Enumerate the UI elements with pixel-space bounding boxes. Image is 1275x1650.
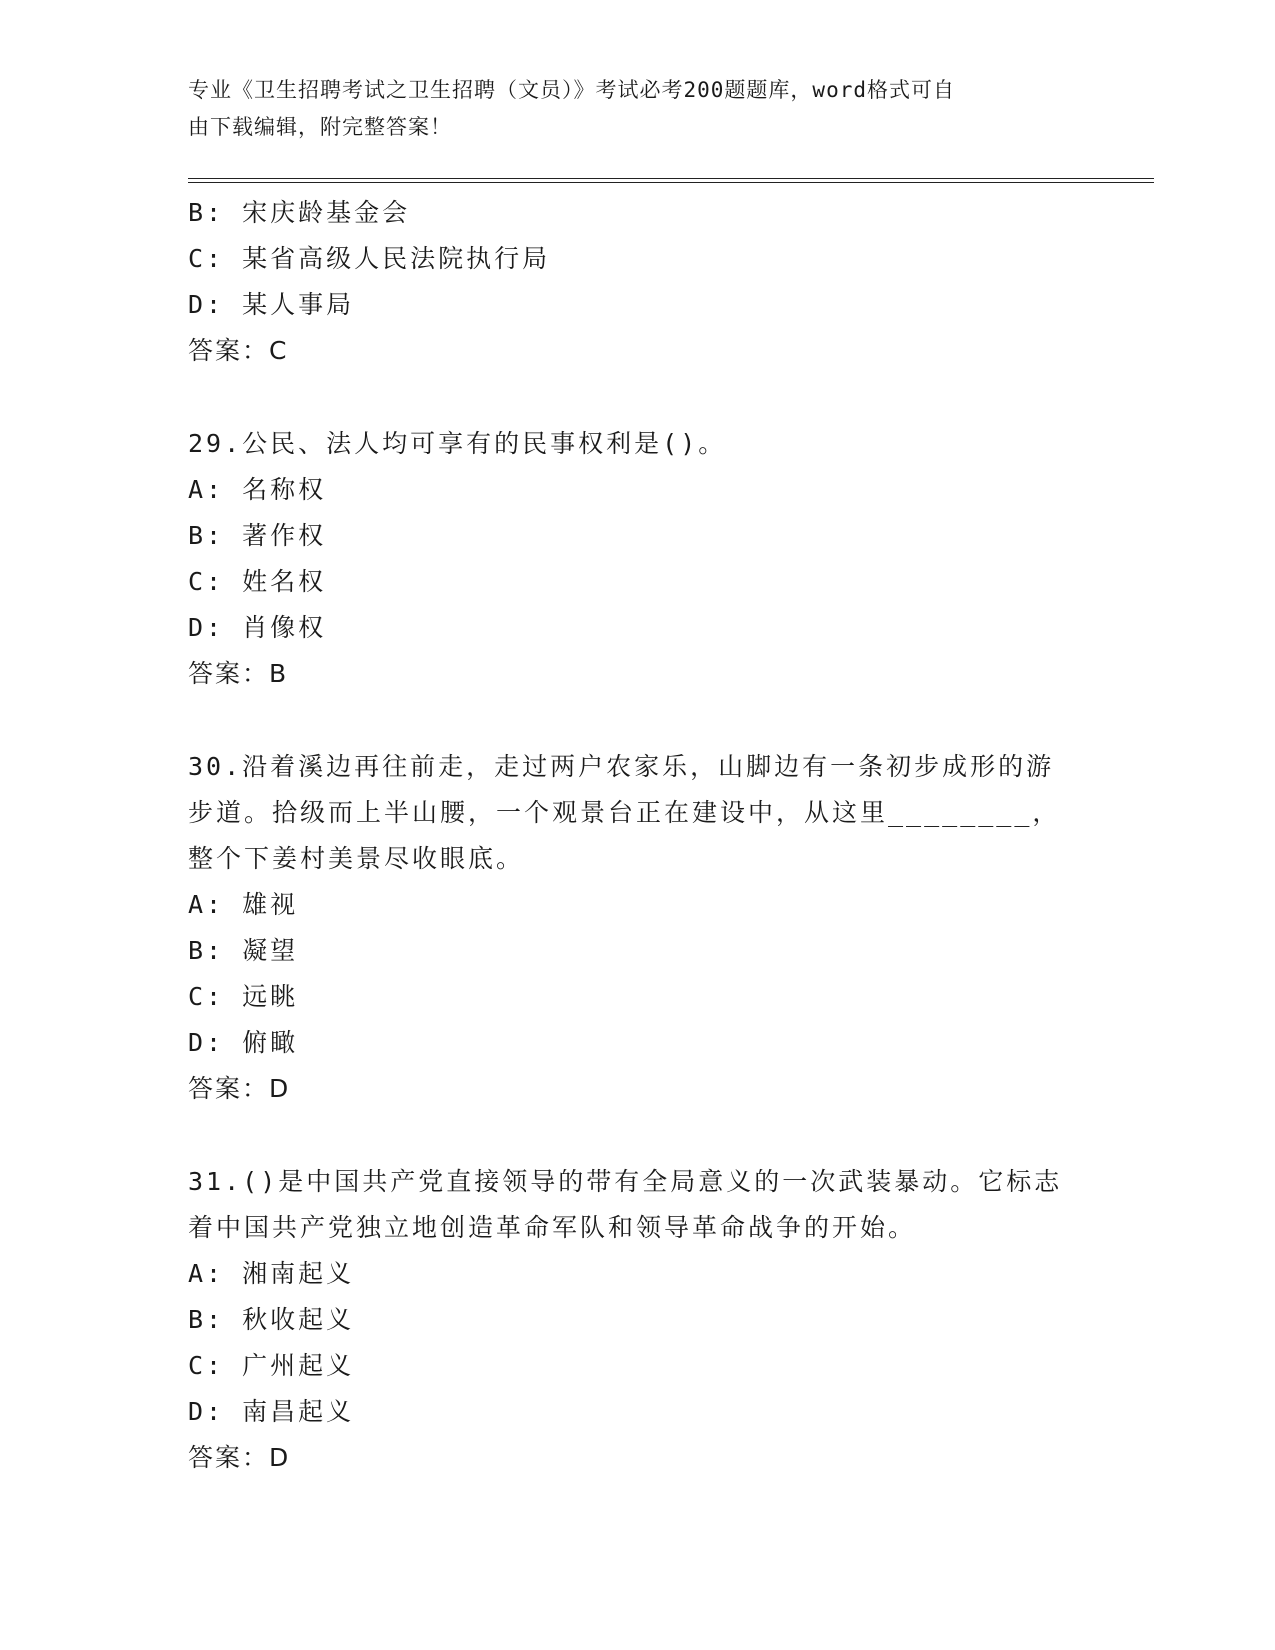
header-line-2: 由下载编辑，附完整答案！ bbox=[188, 115, 452, 139]
question-block-31 bbox=[188, 1159, 1088, 1481]
spacer bbox=[188, 1112, 1088, 1159]
spacer bbox=[188, 697, 1088, 744]
option-d: D: 俯瞰 bbox=[188, 1028, 299, 1057]
header-divider-bottom bbox=[188, 182, 1154, 183]
option-b: B: 秋收起义 bbox=[188, 1305, 355, 1334]
question-text-line-1: 30.沿着溪边再往前走，走过两户农家乐，山脚边有一条初步成形的游 bbox=[188, 752, 1055, 781]
spacer bbox=[188, 374, 1088, 421]
question-text-line-2: 步道。拾级而上半山腰，一个观景台正在建设中，从这里________， bbox=[188, 798, 1061, 827]
option-d: D: 肖像权 bbox=[188, 613, 327, 642]
option-b: B: 凝望 bbox=[188, 936, 299, 965]
option-a: A: 湘南起义 bbox=[188, 1259, 355, 1288]
question-block-29 bbox=[188, 421, 1088, 697]
header-line-1: 专业《卫生招聘考试之卫生招聘（文员）》考试必考200题题库，word格式可自 bbox=[188, 78, 955, 102]
option-c: C: 远眺 bbox=[188, 982, 299, 1011]
option-c: C: 某省高级人民法院执行局 bbox=[188, 244, 551, 273]
question-block-30 bbox=[188, 744, 1088, 1112]
header-divider-top bbox=[188, 178, 1154, 179]
document-header bbox=[188, 72, 1078, 146]
option-b: B: 宋庆龄基金会 bbox=[188, 198, 411, 227]
answer-line: 答案：C bbox=[188, 336, 289, 365]
question-text-line-2: 着中国共产党独立地创造革命军队和领导革命战争的开始。 bbox=[188, 1213, 917, 1242]
question-text-line-3: 整个下姜村美景尽收眼底。 bbox=[188, 844, 525, 873]
answer-line: 答案：D bbox=[188, 1443, 291, 1472]
question-text: 29.公民、法人均可享有的民事权利是()。 bbox=[188, 429, 727, 458]
option-d: D: 某人事局 bbox=[188, 290, 355, 319]
option-a: A: 雄视 bbox=[188, 890, 299, 919]
option-c: C: 广州起义 bbox=[188, 1351, 355, 1380]
question-text-line-1: 31.()是中国共产党直接领导的带有全局意义的一次武装暴动。它标志 bbox=[188, 1167, 1063, 1196]
option-c: C: 姓名权 bbox=[188, 567, 327, 596]
question-block-partial bbox=[188, 190, 1088, 374]
option-d: D: 南昌起义 bbox=[188, 1397, 355, 1426]
option-a: A: 名称权 bbox=[188, 475, 327, 504]
answer-line: 答案：D bbox=[188, 1074, 291, 1103]
answer-line: 答案：B bbox=[188, 659, 289, 688]
option-b: B: 著作权 bbox=[188, 521, 327, 550]
question-list bbox=[188, 190, 1088, 1481]
